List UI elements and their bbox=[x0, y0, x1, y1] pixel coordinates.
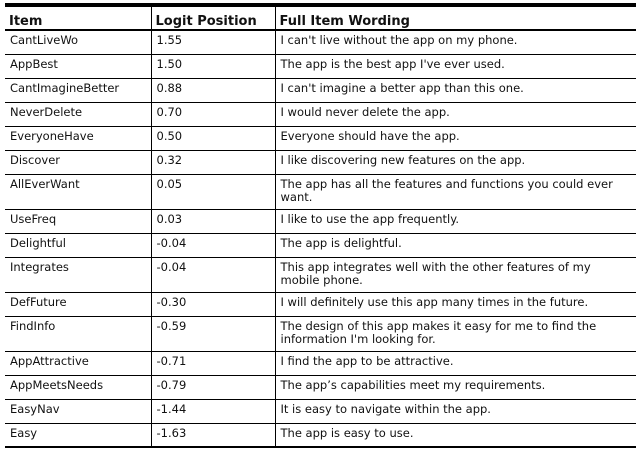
table-body bbox=[5, 30, 636, 447]
logit-cell: 1.50 bbox=[151, 54, 275, 78]
item-cell: EveryoneHave bbox=[5, 126, 151, 150]
table-row bbox=[5, 351, 636, 375]
table-row bbox=[5, 150, 636, 174]
table-row bbox=[5, 209, 636, 233]
wording-cell: I can't live without the app on my phone. bbox=[275, 30, 636, 54]
wording-cell: I can't imagine a better app than this one. bbox=[275, 78, 636, 102]
item-cell: Discover bbox=[5, 150, 151, 174]
logit-cell: 1.55 bbox=[151, 30, 275, 54]
wording-cell: The app is the best app I've ever used. bbox=[275, 54, 636, 78]
wording-cell: I would never delete the app. bbox=[275, 102, 636, 126]
table-row bbox=[5, 233, 636, 257]
table-row bbox=[5, 78, 636, 102]
table-row bbox=[5, 54, 636, 78]
wording-cell: The design of this app makes it easy for me to find the information I'm looking for. bbox=[275, 316, 636, 351]
table-row bbox=[5, 292, 636, 316]
logit-cell: -0.79 bbox=[151, 375, 275, 399]
item-cell: AppAttractive bbox=[5, 351, 151, 375]
table-row bbox=[5, 102, 636, 126]
logit-cell: 0.70 bbox=[151, 102, 275, 126]
wording-cell: I find the app to be attractive. bbox=[275, 351, 636, 375]
table-row bbox=[5, 423, 636, 447]
logit-cell: -0.04 bbox=[151, 233, 275, 257]
logit-cell: -1.44 bbox=[151, 399, 275, 423]
table-row bbox=[5, 126, 636, 150]
logit-cell: -0.71 bbox=[151, 351, 275, 375]
table-row bbox=[5, 316, 636, 351]
logit-cell: 0.05 bbox=[151, 174, 275, 209]
item-cell: AppMeetsNeeds bbox=[5, 375, 151, 399]
wording-cell: This app integrates well with the other features of my mobile phone. bbox=[275, 257, 636, 292]
items-table bbox=[5, 3, 636, 448]
wording-cell: It is easy to navigate within the app. bbox=[275, 399, 636, 423]
item-cell: AppBest bbox=[5, 54, 151, 78]
logit-cell: -0.30 bbox=[151, 292, 275, 316]
logit-cell: 0.03 bbox=[151, 209, 275, 233]
logit-cell: 0.50 bbox=[151, 126, 275, 150]
table-row bbox=[5, 30, 636, 54]
wording-cell: Everyone should have the app. bbox=[275, 126, 636, 150]
item-cell: DefFuture bbox=[5, 292, 151, 316]
wording-cell: The app is delightful. bbox=[275, 233, 636, 257]
item-cell: CantImagineBetter bbox=[5, 78, 151, 102]
item-cell: UseFreq bbox=[5, 209, 151, 233]
item-cell: Easy bbox=[5, 423, 151, 447]
header-row bbox=[5, 5, 636, 30]
logit-cell: -0.59 bbox=[151, 316, 275, 351]
item-cell: Integrates bbox=[5, 257, 151, 292]
table-row bbox=[5, 257, 636, 292]
header-full-item-wording: Full Item Wording bbox=[275, 5, 636, 30]
wording-cell: The app’s capabilities meet my requirements. bbox=[275, 375, 636, 399]
item-cell: NeverDelete bbox=[5, 102, 151, 126]
wording-cell: I like discovering new features on the app. bbox=[275, 150, 636, 174]
table-row bbox=[5, 375, 636, 399]
table-row bbox=[5, 174, 636, 209]
logit-cell: -0.04 bbox=[151, 257, 275, 292]
item-cell: CantLiveWo bbox=[5, 30, 151, 54]
table-header bbox=[5, 5, 636, 30]
wording-cell: I like to use the app frequently. bbox=[275, 209, 636, 233]
item-cell: EasyNav bbox=[5, 399, 151, 423]
wording-cell: The app has all the features and functions you could ever want. bbox=[275, 174, 636, 209]
item-cell: FindInfo bbox=[5, 316, 151, 351]
table-row bbox=[5, 399, 636, 423]
logit-cell: -1.63 bbox=[151, 423, 275, 447]
logit-cell: 0.88 bbox=[151, 78, 275, 102]
logit-cell: 0.32 bbox=[151, 150, 275, 174]
wording-cell: The app is easy to use. bbox=[275, 423, 636, 447]
wording-cell: I will definitely use this app many times in the future. bbox=[275, 292, 636, 316]
header-logit-position: Logit Position bbox=[151, 5, 275, 30]
item-cell: Delightful bbox=[5, 233, 151, 257]
header-item: Item bbox=[5, 5, 151, 30]
item-cell: AllEverWant bbox=[5, 174, 151, 209]
